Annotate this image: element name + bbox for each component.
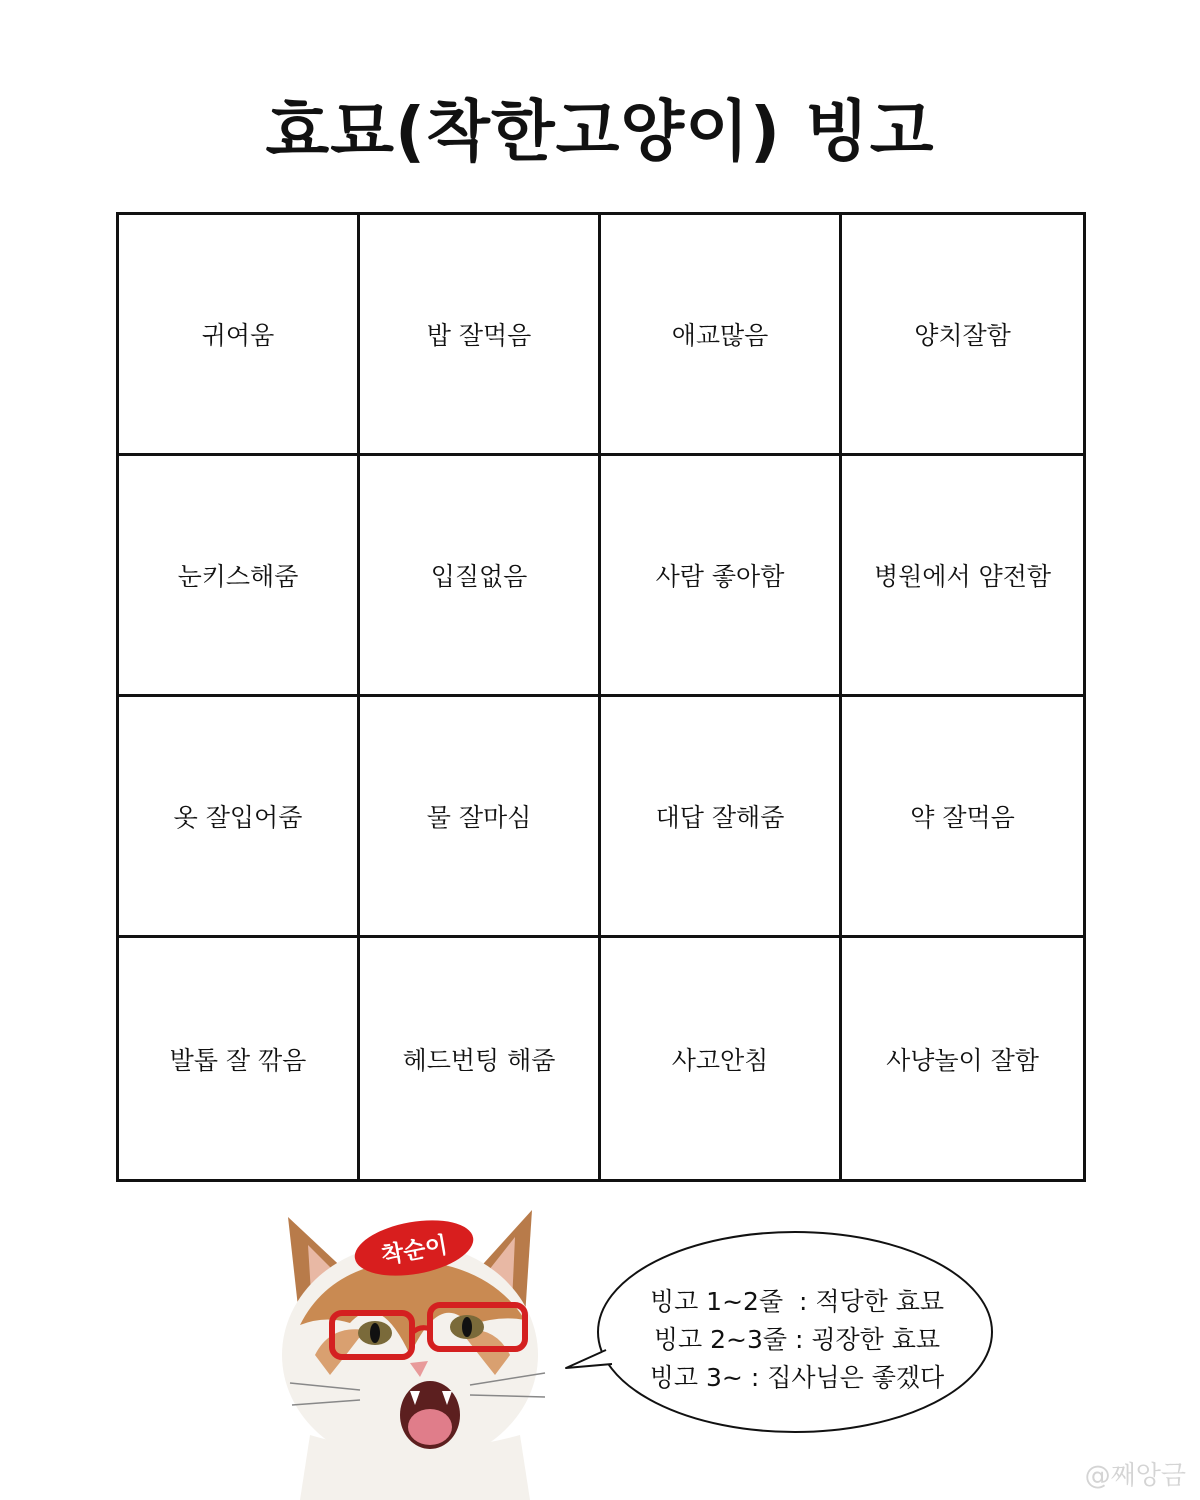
bingo-cell[interactable]: 옷 잘입어줌 (119, 697, 360, 938)
bubble-text (612, 1283, 982, 1397)
bingo-grid (116, 212, 1086, 1182)
bingo-cell[interactable]: 밥 잘먹음 (360, 215, 601, 456)
bubble-line: 빙고 3~ : 집사님은 좋겠다 (649, 1363, 945, 1392)
bingo-cell[interactable]: 사고안침 (601, 938, 842, 1179)
bingo-cell[interactable]: 헤드번팅 해줌 (360, 938, 601, 1179)
bingo-cell[interactable]: 약 잘먹음 (842, 697, 1083, 938)
bingo-cell[interactable]: 양치잘함 (842, 215, 1083, 456)
bubble-line: 빙고 1~2줄 : 적당한 효묘 (649, 1287, 945, 1316)
cat-hat-badge: 착순이 (350, 1212, 477, 1284)
bingo-cell[interactable]: 눈키스해줌 (119, 456, 360, 697)
watermark: @째앙금 (1084, 1461, 1186, 1491)
bingo-cell[interactable]: 사람 좋아함 (601, 456, 842, 697)
bingo-cell[interactable]: 입질없음 (360, 456, 601, 697)
bubble-line: 빙고 2~3줄 : 굉장한 효묘 (653, 1325, 941, 1354)
bingo-cell[interactable]: 귀여움 (119, 215, 360, 456)
bingo-cell[interactable]: 병원에서 얌전함 (842, 456, 1083, 697)
bingo-cell[interactable]: 대답 잘해줌 (601, 697, 842, 938)
page-title: 효묘(착한고양이) 빙고 (265, 93, 935, 170)
bingo-cell[interactable]: 발톱 잘 깎음 (119, 938, 360, 1179)
bingo-cell[interactable]: 사냥놀이 잘함 (886, 1045, 1039, 1075)
bingo-cell[interactable]: 물 잘마심 (360, 697, 601, 938)
bingo-cell[interactable]: 애교많음 (601, 215, 842, 456)
